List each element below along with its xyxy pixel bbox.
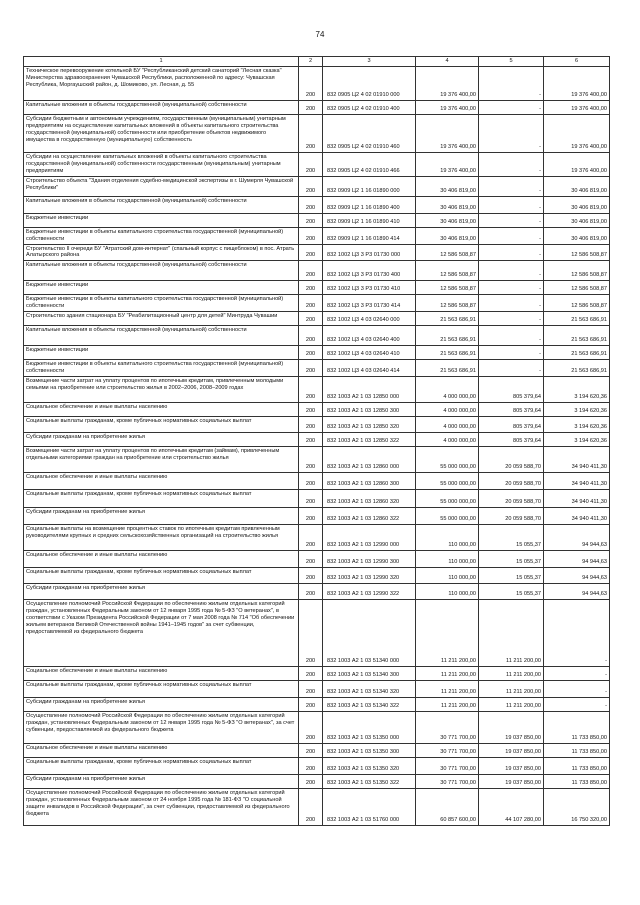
row-executed-amount: - [479, 67, 544, 101]
row-code: 200 [299, 743, 323, 757]
row-approved-amount: 12 586 508,87 [416, 261, 479, 281]
header-cell-6: 6 [544, 57, 610, 67]
table-row [24, 376, 610, 402]
header-cell-4: 4 [416, 57, 479, 67]
row-code: 200 [299, 757, 323, 774]
row-approved-amount: 30 406 819,00 [416, 176, 479, 196]
row-approved-amount: 60 857 600,00 [416, 788, 479, 825]
row-name: Бюджетные инвестиции [24, 281, 299, 295]
row-approved-amount: 55 000 000,00 [416, 446, 479, 472]
row-remaining-amount: 30 406 819,00 [544, 196, 610, 213]
row-remaining-amount: 16 750 320,00 [544, 788, 610, 825]
row-name: Субсидии гражданам на приобретение жилья [24, 507, 299, 524]
row-remaining-amount: 21 563 686,91 [544, 326, 610, 346]
row-name: Социальное обеспечение и иные выплаты населению [24, 550, 299, 567]
table-row [24, 757, 610, 774]
row-executed-amount: - [479, 360, 544, 377]
row-code: 200 [299, 599, 323, 666]
row-name: Социальные выплаты гражданам, кроме публичных нормативных социальных выплат [24, 416, 299, 432]
row-remaining-amount: 21 563 686,91 [544, 360, 610, 377]
row-approved-amount: 4 000 000,00 [416, 432, 479, 446]
table-row [24, 788, 610, 825]
row-classification-code: 832 1002 Ц3 3 Р3 01730 400 [323, 261, 416, 281]
table-row [24, 550, 610, 567]
row-name: Социальное обеспечение и иные выплаты населению [24, 472, 299, 489]
row-remaining-amount: 34 940 411,30 [544, 446, 610, 472]
row-approved-amount: 11 211 200,00 [416, 680, 479, 697]
row-executed-amount: 20 059 588,70 [479, 489, 544, 507]
row-approved-amount: 55 000 000,00 [416, 507, 479, 524]
row-code: 200 [299, 697, 323, 711]
row-approved-amount: 30 771 700,00 [416, 774, 479, 788]
row-approved-amount: 30 771 700,00 [416, 743, 479, 757]
row-remaining-amount: 34 940 411,30 [544, 507, 610, 524]
row-approved-amount: 21 563 686,91 [416, 312, 479, 326]
row-approved-amount: 19 376 400,00 [416, 67, 479, 101]
row-code: 200 [299, 680, 323, 697]
row-executed-amount: - [479, 326, 544, 346]
row-remaining-amount: 30 406 819,00 [544, 213, 610, 227]
row-code: 200 [299, 295, 323, 312]
row-code: 200 [299, 788, 323, 825]
row-approved-amount: 19 376 400,00 [416, 153, 479, 177]
table-row [24, 312, 610, 326]
row-classification-code: 832 1003 А2 1 03 12990 322 [323, 583, 416, 599]
row-name: Капитальные вложения в объекты государственной (муниципальной) собственности [24, 326, 299, 346]
row-approved-amount: 30 406 819,00 [416, 196, 479, 213]
row-approved-amount: 4 000 000,00 [416, 376, 479, 402]
row-remaining-amount: 12 586 508,87 [544, 295, 610, 312]
row-approved-amount: 110 000,00 [416, 567, 479, 583]
row-classification-code: 832 1003 А2 1 03 12850 322 [323, 432, 416, 446]
row-approved-amount: 21 563 686,91 [416, 346, 479, 360]
row-name: Осуществление полномочий Российской Федерации по обеспечению жильем отдельных категорий граждан, установленных Федеральным законом от 24 ноября 1995 года № 181-ФЗ "О социальной защите инвалидов в Российской Федерации", за счет субвенции, предоставляемой из федерального бюджета [24, 788, 299, 825]
row-executed-amount: 19 037 850,00 [479, 757, 544, 774]
row-name: Бюджетные инвестиции в объекты капитального строительства государственной (муниципальной) собственности [24, 227, 299, 244]
table-row [24, 281, 610, 295]
row-name: Капитальные вложения в объекты государственной (муниципальной) собственности [24, 101, 299, 115]
row-code: 200 [299, 583, 323, 599]
row-name: Осуществление полномочий Российской Федерации по обеспечению жильем отдельных категорий граждан, установленных Федеральным законом от 12 января 1995 года № 5-ФЗ "О ветеранах", за счет субвенции, предоставляемой из федерального бюджета [24, 711, 299, 743]
table-row [24, 432, 610, 446]
row-executed-amount: 15 055,37 [479, 567, 544, 583]
table-row [24, 244, 610, 261]
row-code: 200 [299, 312, 323, 326]
row-classification-code: 832 1003 А2 1 03 12990 320 [323, 567, 416, 583]
row-remaining-amount: 34 940 411,30 [544, 489, 610, 507]
row-remaining-amount: 11 733 850,00 [544, 743, 610, 757]
row-approved-amount: 30 406 819,00 [416, 227, 479, 244]
row-classification-code: 832 1002 Ц3 3 Р3 01730 000 [323, 244, 416, 261]
row-executed-amount: 11 211 200,00 [479, 697, 544, 711]
row-approved-amount: 30 771 700,00 [416, 711, 479, 743]
row-remaining-amount: 3 194 620,36 [544, 376, 610, 402]
row-classification-code: 832 1003 А2 1 03 12990 300 [323, 550, 416, 567]
row-code: 200 [299, 360, 323, 377]
row-executed-amount: - [479, 261, 544, 281]
row-code: 200 [299, 326, 323, 346]
row-executed-amount: 805 379,64 [479, 376, 544, 402]
row-classification-code: 832 1003 А2 1 03 12850 300 [323, 402, 416, 416]
row-name: Строительство здания стационара БУ "Реабилитационный центр для детей" Минтруда Чувашии [24, 312, 299, 326]
row-code: 200 [299, 432, 323, 446]
row-code: 200 [299, 261, 323, 281]
row-remaining-amount: 19 376 400,00 [544, 67, 610, 101]
row-name: Бюджетные инвестиции [24, 346, 299, 360]
table-row [24, 115, 610, 153]
row-name: Социальные выплаты на возмещение процентных ставок по ипотечным кредитам привлеченным руководителями крупных и средних сельскохозяйственных организаций на строительство жилья [24, 524, 299, 550]
header-row [24, 57, 610, 67]
row-approved-amount: 11 211 200,00 [416, 599, 479, 666]
row-executed-amount: 805 379,64 [479, 402, 544, 416]
row-remaining-amount: 3 194 620,36 [544, 432, 610, 446]
table-body [24, 57, 610, 826]
row-code: 200 [299, 213, 323, 227]
row-classification-code: 832 1003 А2 1 03 12850 000 [323, 376, 416, 402]
row-name: Капитальные вложения в объекты государственной (муниципальной) собственности [24, 196, 299, 213]
row-code: 200 [299, 227, 323, 244]
row-classification-code: 832 1002 Ц3 4 03 02640 400 [323, 326, 416, 346]
row-code: 200 [299, 567, 323, 583]
row-executed-amount: 11 211 200,00 [479, 680, 544, 697]
row-code: 200 [299, 101, 323, 115]
row-executed-amount: - [479, 244, 544, 261]
row-code: 200 [299, 176, 323, 196]
row-remaining-amount: 11 733 850,00 [544, 757, 610, 774]
row-approved-amount: 19 376 400,00 [416, 101, 479, 115]
table-row [24, 176, 610, 196]
row-code: 200 [299, 489, 323, 507]
row-remaining-amount: 19 376 400,00 [544, 101, 610, 115]
row-name: Субсидии гражданам на приобретение жилья [24, 432, 299, 446]
row-remaining-amount: 11 733 850,00 [544, 774, 610, 788]
row-executed-amount: 20 059 588,70 [479, 472, 544, 489]
row-executed-amount: - [479, 115, 544, 153]
row-name: Субсидии бюджетным и автономным учреждениям, государственным (муниципальным) унитарным предприятиям на осуществление капитальных вложений в объекты капитального строительства государственной (муниципальной) собственности или приобретение объектов недвижимого имущества в государственную (муниципальную) собственность [24, 115, 299, 153]
table-row [24, 524, 610, 550]
row-approved-amount: 11 211 200,00 [416, 697, 479, 711]
row-classification-code: 832 0905 Ц2 4 02 01910 400 [323, 101, 416, 115]
row-code: 200 [299, 711, 323, 743]
row-executed-amount: - [479, 213, 544, 227]
row-approved-amount: 30 771 700,00 [416, 757, 479, 774]
row-name: Осуществление полномочий Российской Федерации по обеспечению жильем отдельных категорий граждан, установленных Федеральным законом от 12 января 1995 года № 5-ФЗ "О ветеранах", в соответствии с Указом Президента Российской Федерации от 7 мая 2008 года № 714 "Об обеспечении жильем ветеранов Великой Отечественной войны 1941–1945 годов" за счет субвенции, предоставляемой из федерального бюджета [24, 599, 299, 666]
row-remaining-amount: 94 944,63 [544, 583, 610, 599]
row-classification-code: 832 0905 Ц2 4 02 01910 466 [323, 153, 416, 177]
table-row [24, 774, 610, 788]
row-code: 200 [299, 402, 323, 416]
row-classification-code: 832 1003 А2 1 03 51350 320 [323, 757, 416, 774]
table-row [24, 261, 610, 281]
row-code: 200 [299, 244, 323, 261]
table-row [24, 346, 610, 360]
row-executed-amount: - [479, 101, 544, 115]
table-row [24, 711, 610, 743]
row-name: Бюджетные инвестиции в объекты капитального строительства государственной (муниципальной) собственности [24, 295, 299, 312]
table-row [24, 227, 610, 244]
row-approved-amount: 21 563 686,91 [416, 326, 479, 346]
page-number: 74 [315, 30, 325, 39]
row-classification-code: 832 1003 А2 1 03 51350 000 [323, 711, 416, 743]
table-row [24, 583, 610, 599]
row-executed-amount: - [479, 346, 544, 360]
row-remaining-amount: - [544, 599, 610, 666]
row-classification-code: 832 1003 А2 1 03 51340 000 [323, 599, 416, 666]
row-approved-amount: 110 000,00 [416, 524, 479, 550]
row-name: Социальные выплаты гражданам, кроме публичных нормативных социальных выплат [24, 567, 299, 583]
row-name: Возмещение части затрат на уплату процентов по ипотечным кредитам, привлеченным молодыми семьями на приобретение или строительство жилья в 2002–2006, 2008–2009 годах [24, 376, 299, 402]
row-executed-amount: 19 037 850,00 [479, 743, 544, 757]
row-name: Капитальные вложения в объекты государственной (муниципальной) собственности [24, 261, 299, 281]
row-name: Социальное обеспечение и иные выплаты населению [24, 402, 299, 416]
row-approved-amount: 21 563 686,91 [416, 360, 479, 377]
row-classification-code: 832 0909 Ц2 1 16 01890 414 [323, 227, 416, 244]
row-classification-code: 832 1003 А2 1 03 12850 320 [323, 416, 416, 432]
table-row [24, 472, 610, 489]
row-executed-amount: 15 055,37 [479, 583, 544, 599]
row-name: Социальные выплаты гражданам, кроме публичных нормативных социальных выплат [24, 489, 299, 507]
row-name: Бюджетные инвестиции [24, 213, 299, 227]
table-row [24, 507, 610, 524]
header-cell-3: 3 [323, 57, 416, 67]
table-row [24, 666, 610, 680]
row-remaining-amount: 3 194 620,36 [544, 416, 610, 432]
row-remaining-amount: 94 944,63 [544, 524, 610, 550]
table-row [24, 153, 610, 177]
row-classification-code: 832 1002 Ц3 4 03 02640 000 [323, 312, 416, 326]
row-executed-amount: - [479, 312, 544, 326]
row-executed-amount: 44 107 280,00 [479, 788, 544, 825]
row-executed-amount: - [479, 196, 544, 213]
table-row [24, 326, 610, 346]
row-executed-amount: 805 379,64 [479, 416, 544, 432]
row-code: 200 [299, 281, 323, 295]
row-name: Возмещение части затрат на уплату процентов по ипотечным кредитам (займам), привлеченным отдельными категориями граждан на приобретение или строительство жилья [24, 446, 299, 472]
table-row [24, 567, 610, 583]
row-remaining-amount: 21 563 686,91 [544, 346, 610, 360]
row-approved-amount: 55 000 000,00 [416, 489, 479, 507]
row-remaining-amount: 30 406 819,00 [544, 176, 610, 196]
table-row [24, 360, 610, 377]
row-code: 200 [299, 774, 323, 788]
row-approved-amount: 110 000,00 [416, 583, 479, 599]
row-classification-code: 832 1003 А2 1 03 12860 322 [323, 507, 416, 524]
row-classification-code: 832 1003 А2 1 03 12990 000 [323, 524, 416, 550]
row-approved-amount: 19 376 400,00 [416, 115, 479, 153]
row-executed-amount: 20 059 588,70 [479, 507, 544, 524]
row-classification-code: 832 1003 А2 1 03 51340 322 [323, 697, 416, 711]
row-remaining-amount: 94 944,63 [544, 567, 610, 583]
row-executed-amount: - [479, 176, 544, 196]
row-code: 200 [299, 67, 323, 101]
table-row [24, 680, 610, 697]
row-remaining-amount: 11 733 850,00 [544, 711, 610, 743]
row-name: Строительство II очереди БУ "Атратский дом-интернат" (спальный корпус с пищеблоком) в пос. Атрать Алатырского района [24, 244, 299, 261]
row-approved-amount: 12 586 508,87 [416, 281, 479, 295]
row-name: Бюджетные инвестиции в объекты капитального строительства государственной (муниципальной) собственности [24, 360, 299, 377]
row-name: Социальное обеспечение и иные выплаты населению [24, 743, 299, 757]
row-classification-code: 832 1003 А2 1 03 51340 320 [323, 680, 416, 697]
row-code: 200 [299, 507, 323, 524]
row-approved-amount: 4 000 000,00 [416, 402, 479, 416]
row-classification-code: 832 1003 А2 1 03 12860 000 [323, 446, 416, 472]
row-name: Социальные выплаты гражданам, кроме публичных нормативных социальных выплат [24, 757, 299, 774]
table-row [24, 416, 610, 432]
table-row [24, 697, 610, 711]
table-row [24, 101, 610, 115]
row-executed-amount: - [479, 227, 544, 244]
row-classification-code: 832 1003 А2 1 03 51350 322 [323, 774, 416, 788]
row-remaining-amount: 12 586 508,87 [544, 281, 610, 295]
row-classification-code: 832 1002 Ц3 3 Р3 01730 410 [323, 281, 416, 295]
row-code: 200 [299, 346, 323, 360]
row-classification-code: 832 1003 А2 1 03 51340 300 [323, 666, 416, 680]
table-row [24, 446, 610, 472]
row-classification-code: 832 1003 А2 1 03 12860 320 [323, 489, 416, 507]
row-classification-code: 832 1003 А2 1 03 51760 000 [323, 788, 416, 825]
row-executed-amount: 19 037 850,00 [479, 711, 544, 743]
row-classification-code: 832 1002 Ц3 3 Р3 01730 414 [323, 295, 416, 312]
row-code: 200 [299, 550, 323, 567]
row-remaining-amount: - [544, 680, 610, 697]
row-name: Социальное обеспечение и иные выплаты населению [24, 666, 299, 680]
row-remaining-amount: 12 586 508,87 [544, 261, 610, 281]
row-executed-amount: - [479, 281, 544, 295]
row-remaining-amount: 21 563 686,91 [544, 312, 610, 326]
row-name: Техническое перевооружение котельной БУ "Республиканский детский санаторий "Лесная сказка" Министерства здравоохранения Чувашской Республики, расположенной по адресу: Чувашская Республика, Моргаушский район, д. Шомиково, ул. Лесная, д. 55 [24, 67, 299, 101]
row-executed-amount: - [479, 153, 544, 177]
row-name: Социальные выплаты гражданам, кроме публичных нормативных социальных выплат [24, 680, 299, 697]
row-name: Субсидии гражданам на приобретение жилья [24, 697, 299, 711]
row-name: Субсидии гражданам на приобретение жилья [24, 774, 299, 788]
row-code: 200 [299, 115, 323, 153]
row-code: 200 [299, 666, 323, 680]
header-cell-5: 5 [479, 57, 544, 67]
row-remaining-amount: 3 194 620,36 [544, 402, 610, 416]
budget-table [23, 56, 610, 826]
row-classification-code: 832 0909 Ц2 1 16 01890 000 [323, 176, 416, 196]
row-code: 200 [299, 446, 323, 472]
row-classification-code: 832 0905 Ц2 4 02 01910 000 [323, 67, 416, 101]
row-classification-code: 832 1002 Ц3 4 03 02640 410 [323, 346, 416, 360]
row-classification-code: 832 0909 Ц2 1 16 01890 410 [323, 213, 416, 227]
table-row [24, 295, 610, 312]
row-code: 200 [299, 153, 323, 177]
table-row [24, 213, 610, 227]
row-code: 200 [299, 376, 323, 402]
row-executed-amount: 15 055,37 [479, 524, 544, 550]
row-approved-amount: 12 586 508,87 [416, 295, 479, 312]
row-name: Субсидии гражданам на приобретение жилья [24, 583, 299, 599]
row-classification-code: 832 0905 Ц2 4 02 01910 460 [323, 115, 416, 153]
row-name: Субсидии на осуществление капитальных вложений в объекты капитального строительства государственной (муниципальной) собственности государственным (муниципальным) унитарным предприятиям [24, 153, 299, 177]
row-approved-amount: 110 000,00 [416, 550, 479, 567]
row-remaining-amount: - [544, 697, 610, 711]
row-classification-code: 832 1003 А2 1 03 51350 300 [323, 743, 416, 757]
row-executed-amount: 19 037 850,00 [479, 774, 544, 788]
row-approved-amount: 4 000 000,00 [416, 416, 479, 432]
row-code: 200 [299, 196, 323, 213]
table-row [24, 67, 610, 101]
row-remaining-amount: 19 376 400,00 [544, 153, 610, 177]
row-classification-code: 832 1002 Ц3 4 03 02640 414 [323, 360, 416, 377]
row-remaining-amount: 34 940 411,30 [544, 472, 610, 489]
table-row [24, 489, 610, 507]
row-remaining-amount: 30 406 819,00 [544, 227, 610, 244]
row-approved-amount: 12 586 508,87 [416, 244, 479, 261]
row-remaining-amount: - [544, 666, 610, 680]
row-name: Строительство объекта "Здания отделения судебно-медицинской экспертизы в г. Шумерля Чувашской Республики" [24, 176, 299, 196]
row-approved-amount: 55 000 000,00 [416, 472, 479, 489]
row-executed-amount: 20 059 588,70 [479, 446, 544, 472]
header-cell-2: 2 [299, 57, 323, 67]
table-row [24, 196, 610, 213]
row-approved-amount: 30 406 819,00 [416, 213, 479, 227]
row-classification-code: 832 1003 А2 1 03 12860 300 [323, 472, 416, 489]
row-executed-amount: 15 055,37 [479, 550, 544, 567]
row-remaining-amount: 94 944,63 [544, 550, 610, 567]
row-executed-amount: 11 211 200,00 [479, 666, 544, 680]
row-remaining-amount: 19 376 400,00 [544, 115, 610, 153]
row-executed-amount: 805 379,64 [479, 432, 544, 446]
row-remaining-amount: 12 586 508,87 [544, 244, 610, 261]
header-cell-1: 1 [24, 57, 299, 67]
row-approved-amount: 11 211 200,00 [416, 666, 479, 680]
row-code: 200 [299, 524, 323, 550]
row-executed-amount: 11 211 200,00 [479, 599, 544, 666]
table-row [24, 402, 610, 416]
row-code: 200 [299, 416, 323, 432]
row-executed-amount: - [479, 295, 544, 312]
table-row [24, 599, 610, 666]
row-classification-code: 832 0909 Ц2 1 16 01890 400 [323, 196, 416, 213]
row-code: 200 [299, 472, 323, 489]
table-row [24, 743, 610, 757]
